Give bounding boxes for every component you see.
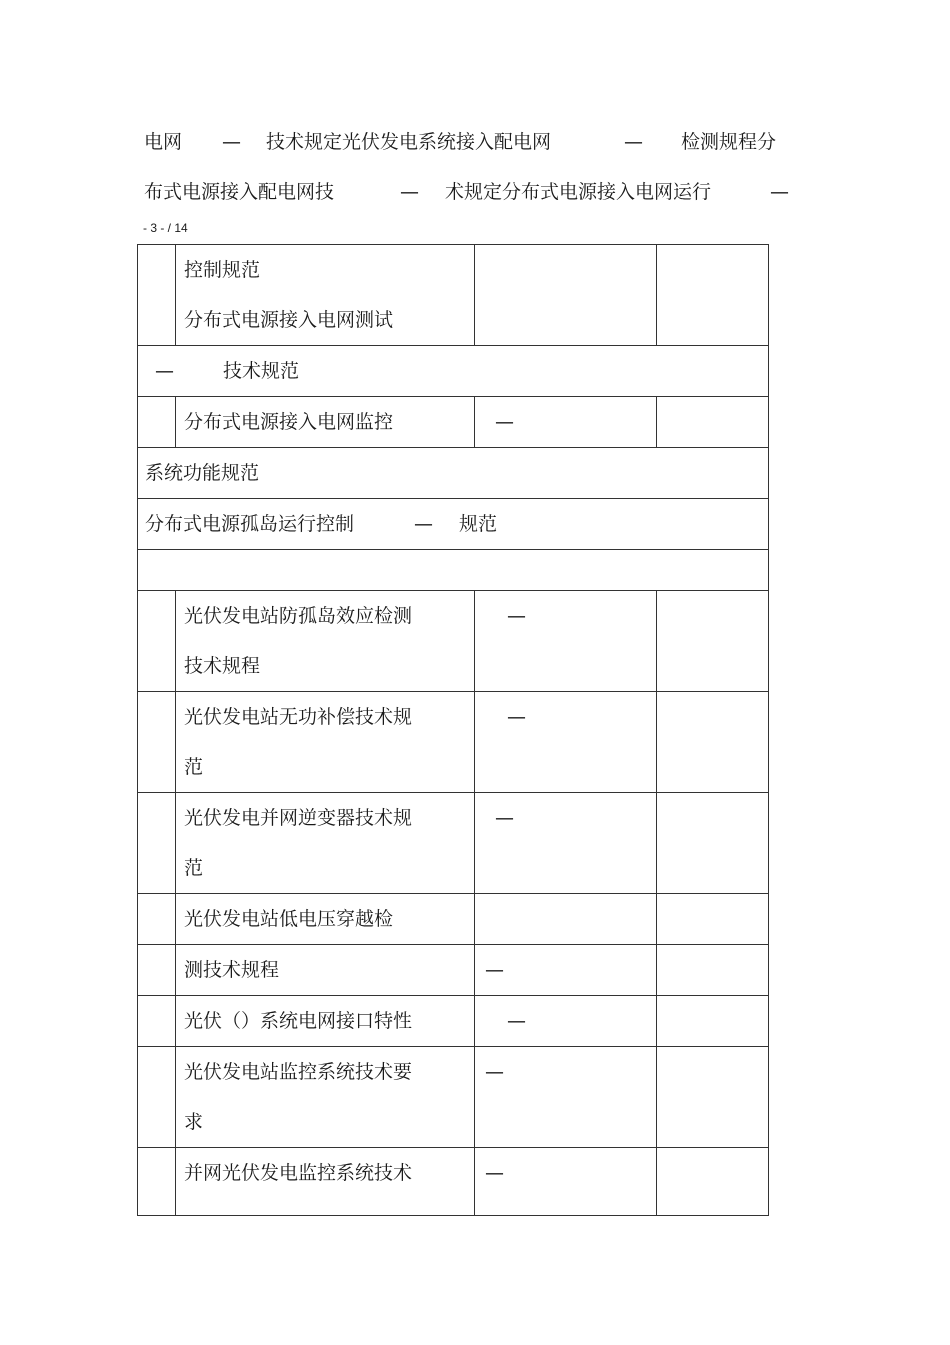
empty-cell <box>138 550 769 591</box>
header-text: 布式电源接入配电网技 <box>144 181 335 203</box>
note-cell <box>657 945 769 996</box>
title-line: 光伏发电站防孤岛效应检测 <box>184 605 413 627</box>
title-cell <box>176 945 475 996</box>
note-cell <box>657 591 769 692</box>
table-row <box>138 1148 769 1216</box>
title-cell <box>176 1148 475 1216</box>
code-cell <box>475 793 657 894</box>
standards-table <box>137 244 769 1216</box>
table-row <box>138 692 769 793</box>
title-line: 并网光伏发电监控系统技术 <box>184 1162 413 1184</box>
table-row <box>138 945 769 996</box>
code-dash: — <box>495 807 514 829</box>
note-cell <box>657 1047 769 1148</box>
header-dash: — <box>222 131 241 153</box>
table-row <box>138 499 769 550</box>
row-dash: — <box>155 360 174 382</box>
code-cell <box>475 996 657 1047</box>
note-cell <box>657 245 769 346</box>
title-line: 光伏发电站监控系统技术要 <box>184 1061 413 1083</box>
title-line: 光伏发电站无功补偿技术规 <box>184 706 413 728</box>
note-cell <box>657 996 769 1047</box>
header-dash: — <box>770 181 789 203</box>
title-line: 光伏发电并网逆变器技术规 <box>184 807 413 829</box>
note-cell <box>657 894 769 945</box>
full-width-cell <box>138 346 769 397</box>
code-cell <box>475 945 657 996</box>
index-cell <box>138 894 176 945</box>
note-cell <box>657 397 769 448</box>
table-row <box>138 245 769 346</box>
title-line: 分布式电源接入电网测试 <box>184 309 394 331</box>
index-cell <box>138 1148 176 1216</box>
title-cell <box>176 996 475 1047</box>
code-dash: — <box>507 1010 526 1032</box>
table-row <box>138 397 769 448</box>
title-cell <box>176 591 475 692</box>
full-row-text <box>138 346 768 396</box>
index-cell <box>138 591 176 692</box>
title-cell <box>176 692 475 793</box>
header-text: 术规定分布式电源接入电网运行 <box>445 181 712 203</box>
title-cell <box>176 894 475 945</box>
header-dash: — <box>624 131 643 153</box>
full-width-cell <box>138 499 769 550</box>
page-number: - 3 - / 14 <box>143 221 188 235</box>
title-line: 范 <box>184 756 204 778</box>
index-cell <box>138 945 176 996</box>
row-text: 技术规范 <box>223 360 300 382</box>
note-cell <box>657 1148 769 1216</box>
table-row <box>138 793 769 894</box>
code-cell <box>475 692 657 793</box>
title-line: 范 <box>184 857 204 879</box>
header-text: 检测规程分 <box>681 131 777 153</box>
title-line: 光伏发电站低电压穿越检 <box>184 908 394 930</box>
code-cell <box>475 397 657 448</box>
header-line-1 <box>144 129 777 155</box>
index-cell <box>138 397 176 448</box>
table-row <box>138 996 769 1047</box>
code-cell <box>475 894 657 945</box>
row-dash: — <box>414 513 433 535</box>
title-line: 控制规范 <box>184 259 261 281</box>
index-cell <box>138 1047 176 1148</box>
code-dash: — <box>485 959 504 981</box>
row-text: 系统功能规范 <box>145 462 260 484</box>
code-dash: — <box>507 605 526 627</box>
title-line: 求 <box>184 1111 204 1133</box>
title-line: 光伏（）系统电网接口特性 <box>184 1010 413 1032</box>
full-row-text <box>138 448 768 498</box>
table-row <box>138 346 769 397</box>
note-cell <box>657 793 769 894</box>
table-row <box>138 550 769 591</box>
index-cell <box>138 692 176 793</box>
header-text: 电网 <box>144 131 183 153</box>
code-cell <box>475 591 657 692</box>
code-cell <box>475 245 657 346</box>
table-row <box>138 894 769 945</box>
title-line: 技术规程 <box>184 655 261 677</box>
title-cell <box>176 1047 475 1148</box>
index-cell <box>138 245 176 346</box>
index-cell <box>138 793 176 894</box>
code-dash: — <box>485 1162 504 1184</box>
title-cell <box>176 397 475 448</box>
title-cell <box>176 245 475 346</box>
row-text: 规范 <box>459 513 498 535</box>
index-cell <box>138 996 176 1047</box>
header-dash: — <box>400 181 419 203</box>
full-width-cell <box>138 448 769 499</box>
code-cell <box>475 1148 657 1216</box>
code-cell <box>475 1047 657 1148</box>
header-line-2 <box>144 179 789 205</box>
table-row <box>138 448 769 499</box>
title-line: 分布式电源接入电网监控 <box>184 411 394 433</box>
title-cell <box>176 793 475 894</box>
table-row <box>138 591 769 692</box>
full-row-text <box>138 499 768 549</box>
code-dash: — <box>507 706 526 728</box>
code-dash: — <box>485 1061 504 1083</box>
title-line: 测技术规程 <box>184 959 280 981</box>
header-text: 技术规定光伏发电系统接入配电网 <box>266 131 552 153</box>
code-dash: — <box>495 411 514 433</box>
note-cell <box>657 692 769 793</box>
row-text: 分布式电源孤岛运行控制 <box>145 513 355 535</box>
table-row <box>138 1047 769 1148</box>
